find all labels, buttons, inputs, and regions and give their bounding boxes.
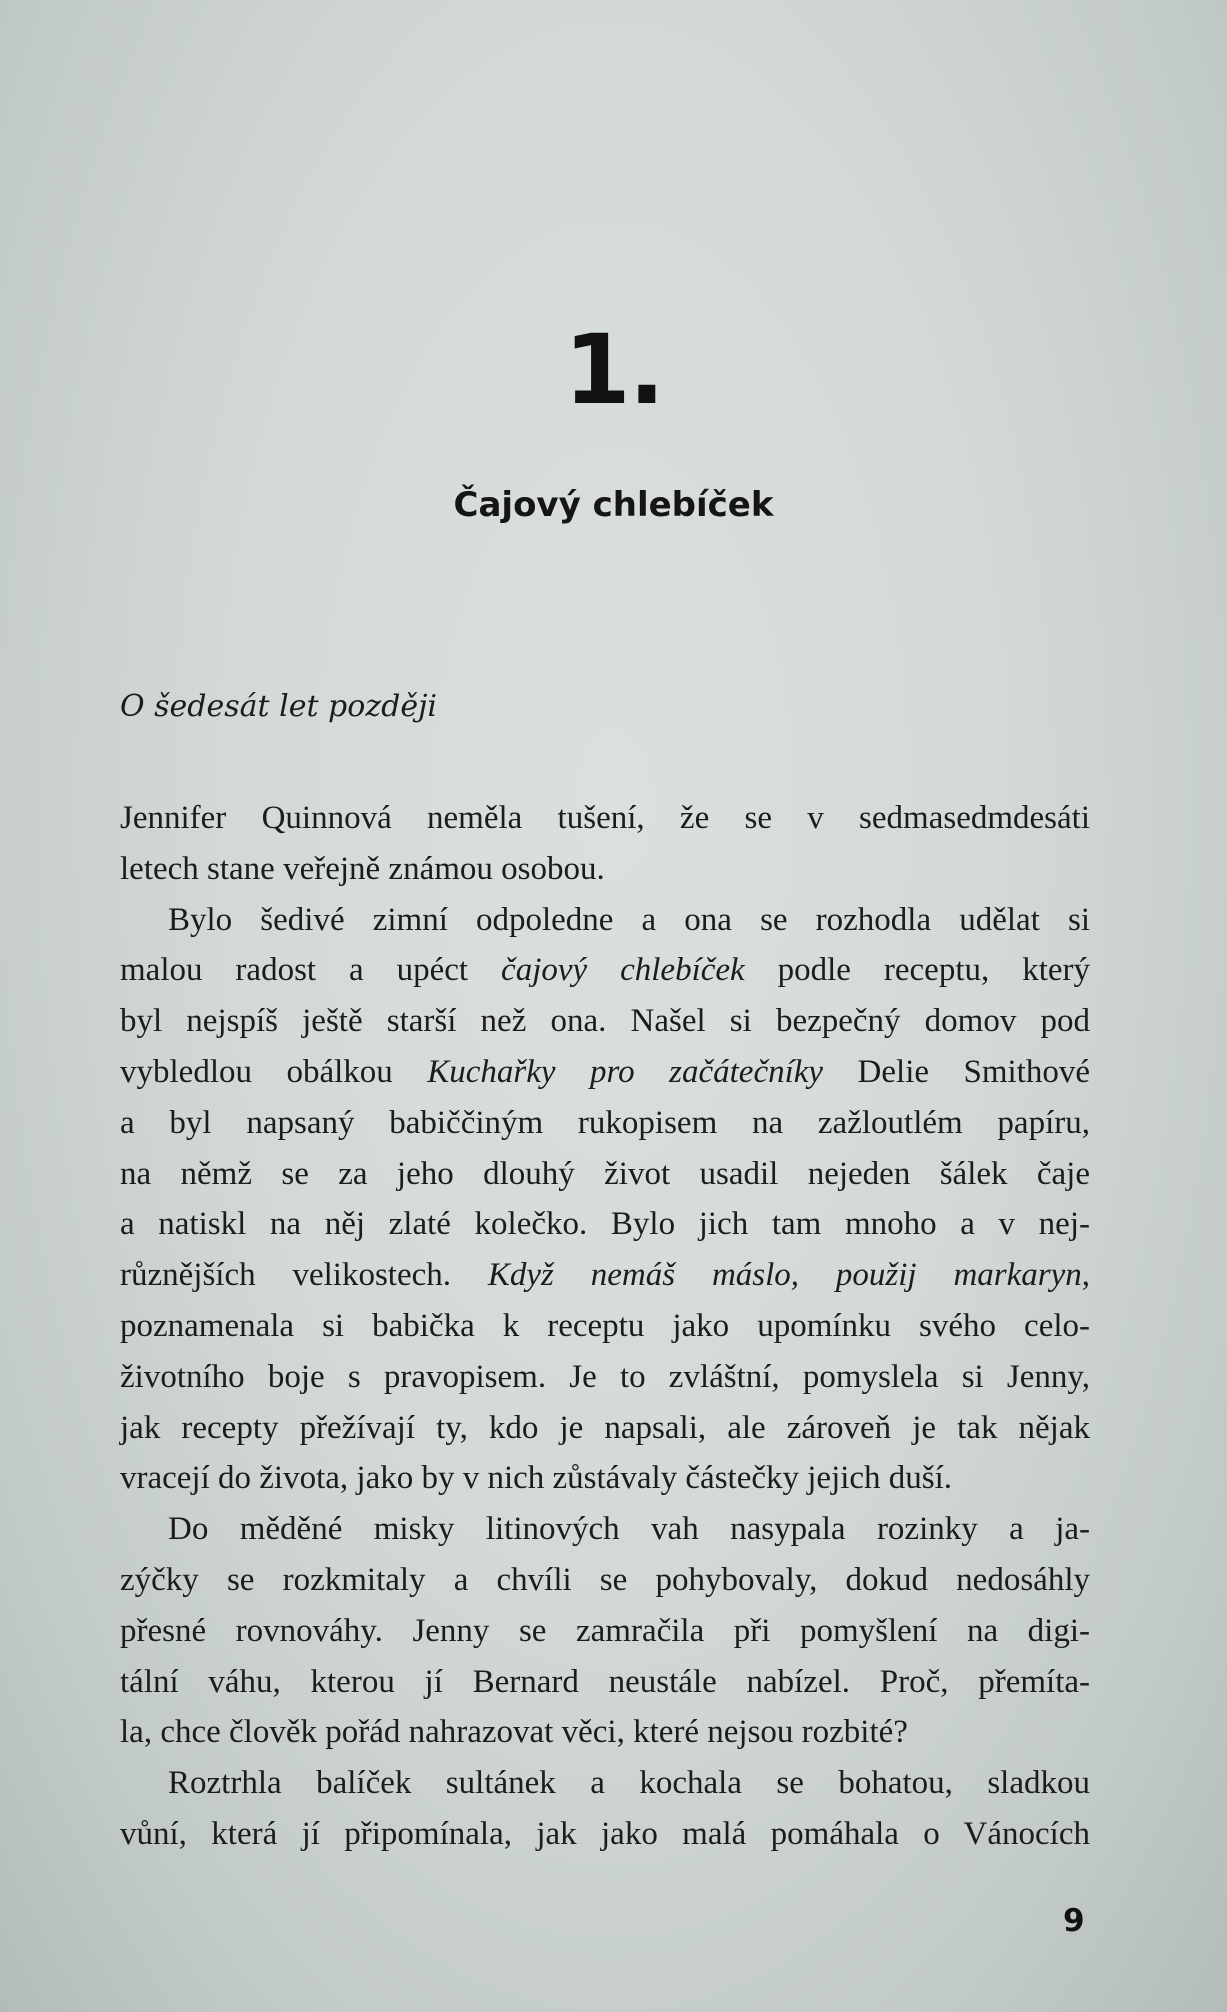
text-line: Bylo šedivé zimní odpoledne a ona se rozhodla udělat si: [168, 901, 1090, 938]
text-line: životního boje s pravopisem. Je to zvláštní, pomyslela si Jenny,: [120, 1358, 1090, 1395]
text-line: a byl napsaný babiččiným rukopisem na zažloutlém papíru,: [120, 1104, 1090, 1141]
text-line: tální váhu, kterou jí Bernard neustále nabízel. Proč, přemíta-: [120, 1663, 1090, 1700]
text-line: jak recepty přežívají ty, kdo je napsali, ale zároveň je tak nějak: [120, 1409, 1090, 1446]
text-line: vybledlou obálkou Kuchařky pro začátečníky Delie Smithové: [120, 1053, 1090, 1090]
text-line: vracejí do života, jako by v nich zůstávaly částečky jejich duší.: [120, 1460, 953, 1497]
text-line: Do měděné misky litinových vah nasypala rozinky a ja-: [168, 1511, 1090, 1548]
text-line: Jennifer Quinnová neměla tušení, že se v sedmasedmdesáti: [120, 800, 1090, 836]
text-line: různějších velikostech. Když nemáš máslo, použij markaryn,: [120, 1257, 1091, 1294]
text-line: la, chce člověk pořád nahrazovat věci, které nejsou rozbité?: [120, 1714, 908, 1751]
text-line: byl nejspíš ještě starší než ona. Našel si bezpečný domov pod: [120, 1003, 1090, 1040]
text-line: a natiskl na něj zlaté kolečko. Bylo jich tam mnoho a v nej-: [120, 1206, 1090, 1243]
page-number: 9: [1063, 1903, 1085, 1939]
body-text: [120, 793, 1090, 1860]
text-line: zýčky se rozkmitaly a chvíli se pohybovaly, dokud nedosáhly: [120, 1561, 1090, 1598]
text-line: vůní, která jí připomínala, jak jako malá pomáhala o Vánocích: [120, 1815, 1090, 1852]
text-line: Roztrhla balíček sultánek a kochala se bohatou, sladkou: [168, 1765, 1090, 1802]
text-line: malou radost a upéct čajový chlebíček podle receptu, který: [120, 952, 1091, 989]
text-line: na němž se za jeho dlouhý život usadil nejeden šálek čaje: [120, 1155, 1090, 1192]
chapter-title: Čajový chlebíček: [453, 485, 774, 525]
italic-quote: Když nemáš máslo, použij markaryn: [487, 1257, 1082, 1294]
chapter-subtitle: O šedesát let později: [120, 689, 437, 724]
italic-title: čajový chlebíček: [501, 952, 745, 989]
italic-title: Kuchařky pro začátečníky: [427, 1053, 824, 1090]
text-line: přesné rovnováhy. Jenny se zamračila při pomyšlení na digi-: [120, 1612, 1090, 1649]
text-line: poznamenala si babička k receptu jako upomínku svého celo-: [120, 1307, 1090, 1344]
text-line: letech stane veřejně známou osobou.: [120, 850, 605, 887]
chapter-number: 1.: [563, 314, 664, 426]
